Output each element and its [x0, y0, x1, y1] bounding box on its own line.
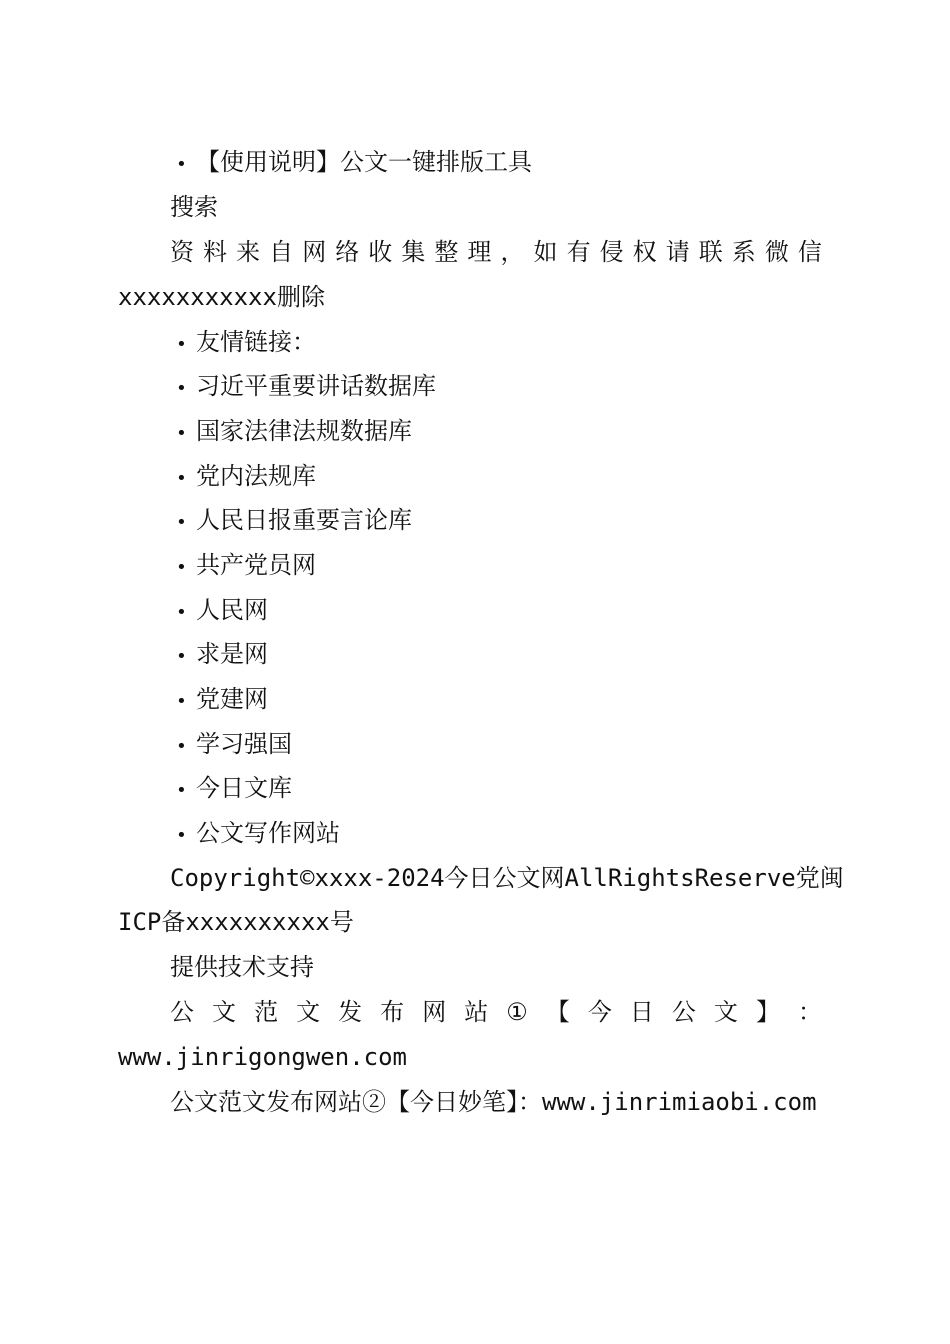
- char: 资: [170, 238, 194, 266]
- char: 收: [368, 238, 393, 266]
- link-item[interactable]: • 国家法律法规数据库: [176, 416, 412, 449]
- char: 自: [269, 238, 294, 266]
- char: 请: [665, 238, 690, 266]
- site2-line[interactable]: 公文范文发布网站②【今日妙笔】：www.jinrimiaobi.com: [170, 1088, 817, 1116]
- char: 范: [254, 998, 279, 1026]
- tech-support: 提供技术支持: [170, 953, 314, 981]
- site1-url[interactable]: www.jinrigongwen.com: [118, 1043, 407, 1071]
- link-item[interactable]: • 求是网: [176, 639, 268, 672]
- char: 文: [296, 998, 321, 1026]
- link-item[interactable]: • 学习强国: [176, 729, 292, 762]
- char: 【: [545, 998, 570, 1026]
- friend-links-label: • 友情链接：: [176, 327, 316, 360]
- char: 发: [338, 998, 363, 1026]
- char: 网: [302, 238, 327, 266]
- char: 文: [713, 998, 738, 1026]
- link-item[interactable]: • 今日文库: [176, 773, 292, 806]
- char: 文: [212, 998, 237, 1026]
- char: ，: [500, 238, 525, 266]
- char: 信: [797, 238, 822, 266]
- char: 集: [401, 238, 426, 266]
- char: 来: [236, 238, 261, 266]
- char: 】: [755, 998, 780, 1026]
- char: 整: [434, 238, 459, 266]
- link-item[interactable]: • 共产党员网: [176, 550, 316, 583]
- link-item[interactable]: • 党内法规库: [176, 461, 316, 494]
- copyright-notice-line1: [170, 237, 822, 267]
- char: 理: [467, 238, 492, 266]
- char: 今: [587, 998, 612, 1026]
- char: 权: [632, 238, 657, 266]
- char: 公: [170, 998, 194, 1026]
- char: 如: [533, 238, 558, 266]
- char: 公: [671, 998, 696, 1026]
- char: 料: [203, 238, 228, 266]
- char: ①: [506, 998, 528, 1026]
- char: ：: [797, 998, 822, 1026]
- copyright-line1: Copyright©xxxx-2024今日公文网AllRightsReserve党闽: [170, 864, 844, 892]
- link-item[interactable]: • 习近平重要讲话数据库: [176, 371, 436, 404]
- usage-guide-link[interactable]: • 【使用说明】公文一键排版工具: [176, 147, 532, 180]
- char: 日: [629, 998, 654, 1026]
- link-item[interactable]: • 公文写作网站: [176, 818, 340, 851]
- search-link[interactable]: 搜索: [170, 193, 218, 221]
- char: 微: [764, 238, 789, 266]
- char: 络: [335, 238, 360, 266]
- char: 联: [698, 238, 723, 266]
- link-item[interactable]: • 人民网: [176, 595, 268, 628]
- site1-line1: [170, 997, 822, 1027]
- copyright-line2: ICP备xxxxxxxxxx号: [118, 908, 354, 936]
- link-item[interactable]: • 党建网: [176, 684, 268, 717]
- char: 站: [464, 998, 489, 1026]
- char: 布: [380, 998, 405, 1026]
- char: 系: [731, 238, 756, 266]
- char: 网: [422, 998, 447, 1026]
- char: 有: [566, 238, 591, 266]
- copyright-notice-line2: xxxxxxxxxxx删除: [118, 283, 325, 311]
- char: 侵: [599, 238, 624, 266]
- link-item[interactable]: • 人民日报重要言论库: [176, 505, 412, 538]
